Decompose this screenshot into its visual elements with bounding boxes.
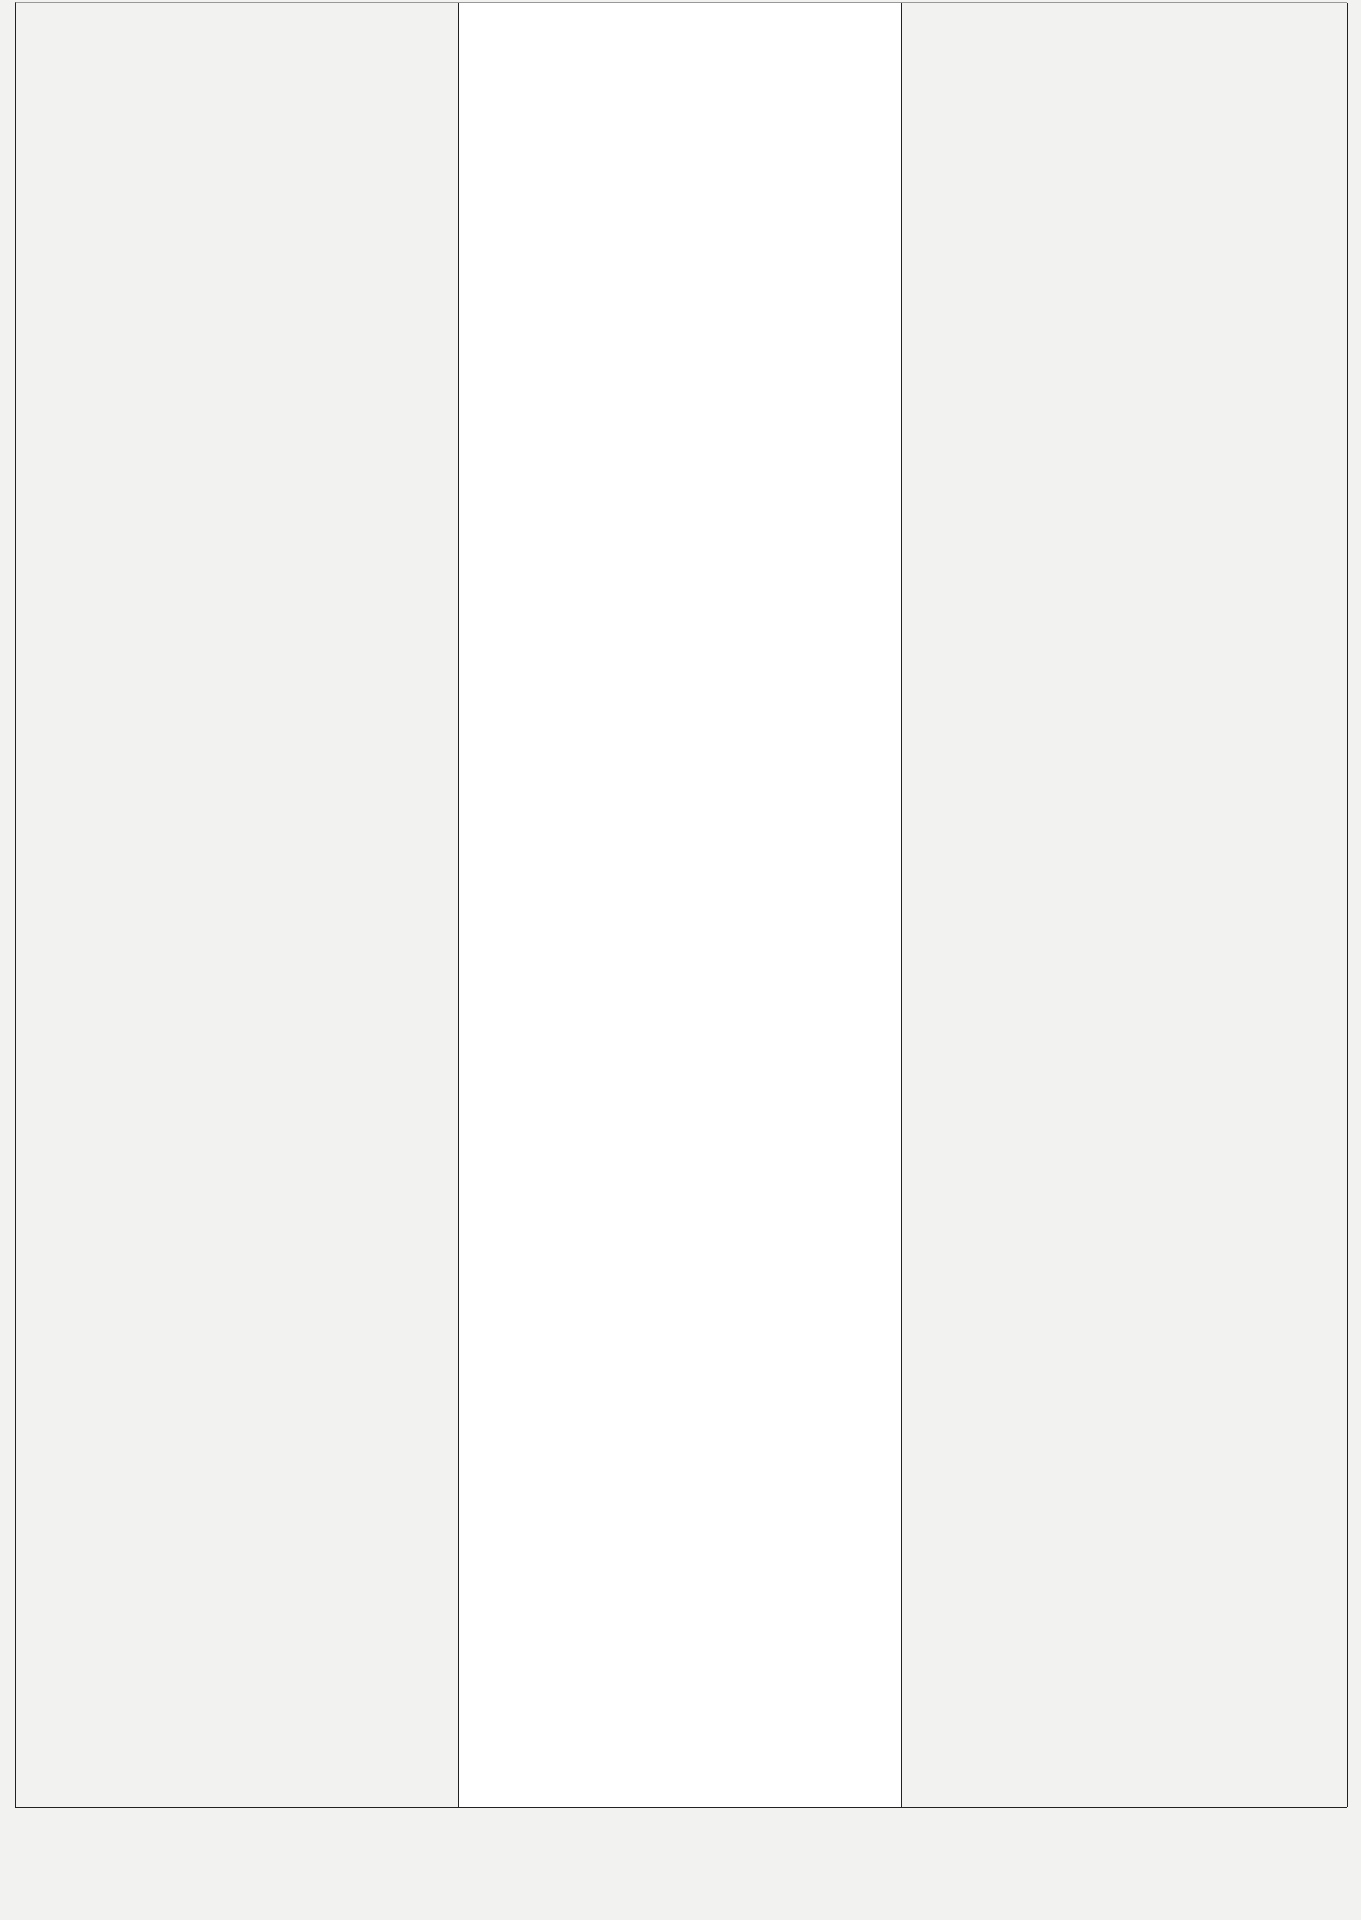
column-divider — [901, 3, 902, 1807]
name-column — [16, 3, 459, 1807]
signature-table — [15, 2, 1347, 1808]
redacted-column — [459, 3, 901, 1807]
signature-column — [903, 3, 1348, 1807]
